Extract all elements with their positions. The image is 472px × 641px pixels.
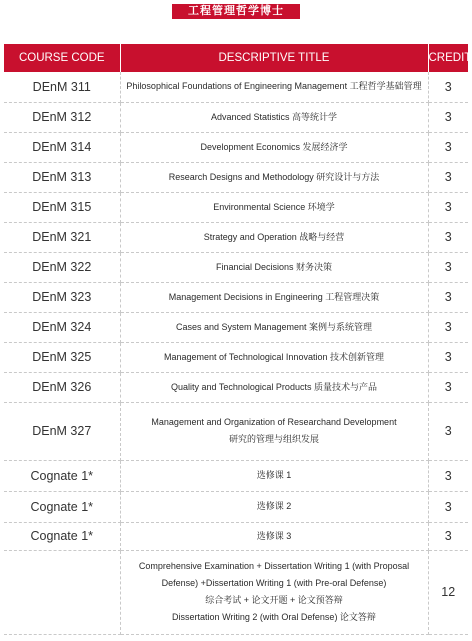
course-credit: 3 (428, 222, 468, 252)
course-title: 选修课 2 (120, 491, 428, 522)
course-title: Quality and Technological Products 质量技术与产品 (120, 372, 428, 402)
course-title-line: Comprehensive Examination + Dissertation Writing 1 (with Proposal (138, 561, 410, 571)
course-title: Environmental Science 环境学 (120, 192, 428, 222)
course-code: Cognate 1* (4, 522, 120, 550)
course-title-line: 综合考试 + 论文开题 + 论文预答辩 (205, 595, 343, 605)
table-row (4, 402, 468, 460)
table-row (4, 102, 468, 132)
course-title: 选修课 3 (120, 522, 428, 550)
table-row (4, 162, 468, 192)
header-descriptive-title: DESCRIPTIVE TITLE (120, 44, 428, 72)
course-code: DEnM 325 (4, 342, 120, 372)
table-row (4, 522, 468, 550)
course-credit: 3 (428, 132, 468, 162)
course-code: DEnM 313 (4, 162, 120, 192)
course-credit: 3 (428, 162, 468, 192)
table-row (4, 72, 468, 102)
header-credit: CREDIT (428, 44, 468, 72)
course-code: DEnM 315 (4, 192, 120, 222)
course-title: Management of Technological Innovation 技术创新管理 (120, 342, 428, 372)
course-title: 选修课 1 (120, 460, 428, 491)
course-title-line: Dissertation Writing 2 (with Oral Defense) 论文答辩 (172, 612, 376, 622)
course-credit: 12 (428, 550, 468, 634)
course-credit: 3 (428, 282, 468, 312)
course-credit: 3 (428, 460, 468, 491)
course-code: DEnM 311 (4, 72, 120, 102)
course-title: Cases and System Management 案例与系统管理 (120, 312, 428, 342)
program-title-banner: 工程管理哲学博士 (172, 4, 300, 19)
course-code: DEnM 322 (4, 252, 120, 282)
table-row (4, 252, 468, 282)
course-credit: 3 (428, 312, 468, 342)
course-code (4, 550, 120, 634)
course-code: DEnM 323 (4, 282, 120, 312)
table-row (4, 342, 468, 372)
course-title: Strategy and Operation 战略与经营 (120, 222, 428, 252)
course-title (120, 550, 428, 634)
course-credit: 3 (428, 192, 468, 222)
course-title: Financial Decisions 财务决策 (120, 252, 428, 282)
course-title: Advanced Statistics 高等统计学 (120, 102, 428, 132)
course-code: DEnM 326 (4, 372, 120, 402)
course-credit: 3 (428, 522, 468, 550)
table-row (4, 460, 468, 491)
course-title-line: Management and Organization of Researchand Development (151, 417, 397, 427)
table-row (4, 282, 468, 312)
table-row (4, 222, 468, 252)
course-code: Cognate 1* (4, 460, 120, 491)
table-row (4, 372, 468, 402)
course-table (4, 44, 472, 635)
course-code: DEnM 321 (4, 222, 120, 252)
course-code: Cognate 1* (4, 491, 120, 522)
header-course-code: COURSE CODE (4, 44, 120, 72)
header-area (0, 0, 472, 22)
course-credit: 3 (428, 342, 468, 372)
course-credit: 3 (428, 72, 468, 102)
course-title: Philosophical Foundations of Engineering Management 工程哲学基础管理 (120, 72, 428, 102)
course-credit: 3 (428, 102, 468, 132)
course-title: Research Designs and Methodology 研究设计与方法 (120, 162, 428, 192)
course-credit: 3 (428, 491, 468, 522)
course-title-line: Defense) +Dissertation Writing 1 (with Pre-oral Defense) (161, 578, 387, 588)
course-credit: 3 (428, 402, 468, 460)
course-title: Management Decisions in Engineering 工程管理决策 (120, 282, 428, 312)
course-code: DEnM 327 (4, 402, 120, 460)
table-row (4, 312, 468, 342)
table-row (4, 550, 468, 634)
table-row (4, 132, 468, 162)
course-credit: 3 (428, 252, 468, 282)
table-header-row (4, 44, 468, 72)
course-credit: 3 (428, 372, 468, 402)
course-title: Development Economics 发展经济学 (120, 132, 428, 162)
course-title-line: 研究的管理与组织发展 (228, 434, 319, 444)
course-code: DEnM 324 (4, 312, 120, 342)
course-code: DEnM 314 (4, 132, 120, 162)
table-row (4, 192, 468, 222)
course-title (120, 402, 428, 460)
table-row (4, 491, 468, 522)
course-code: DEnM 312 (4, 102, 120, 132)
